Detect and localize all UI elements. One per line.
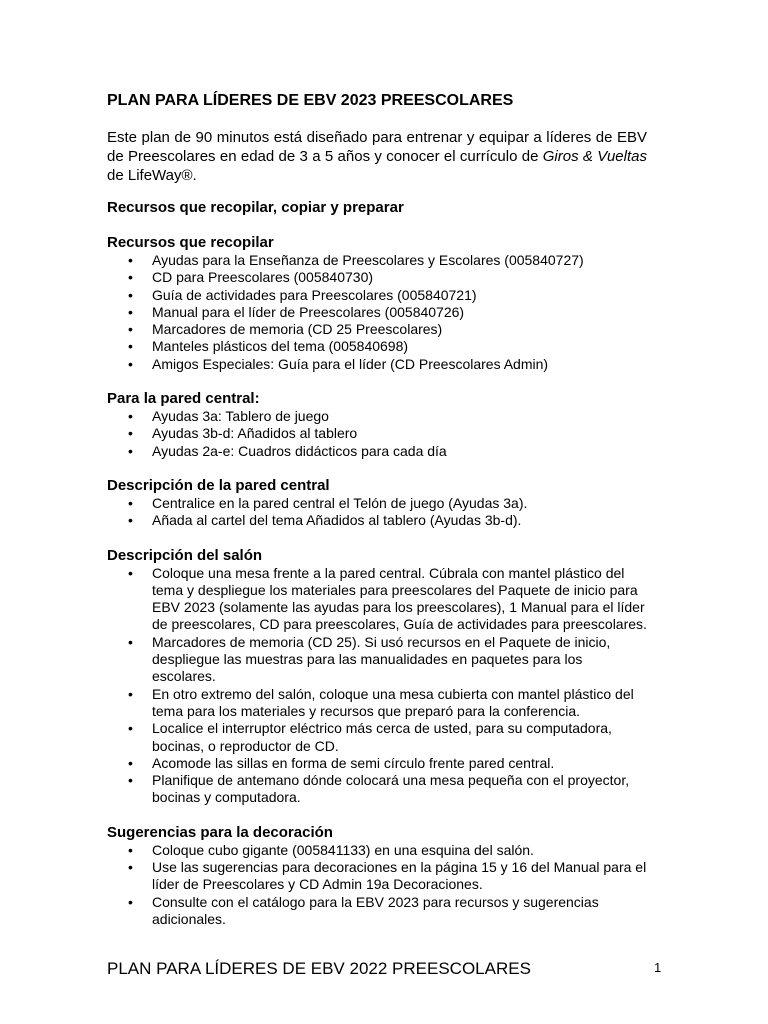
- page-number: 1: [654, 960, 662, 975]
- section-heading: Para la pared central:: [107, 390, 260, 408]
- resources-title: Recursos que recopilar, copiar y preparar: [107, 199, 404, 216]
- sections-container: [107, 234, 647, 928]
- list-item: • Ayudas para la Enseñanza de Preescolares y Escolares (005840727): [107, 252, 647, 269]
- intro-text-end: de LifeWay®.: [107, 167, 197, 184]
- list-item: • Consulte con el catálogo para la EBV 2023 para recursos y sugerencias adicionales.: [107, 894, 647, 929]
- bullet-list: [107, 565, 647, 807]
- section-heading: Sugerencias para la decoración: [107, 823, 333, 841]
- list-item: • Guía de actividades para Preescolares (005840721): [107, 287, 647, 304]
- list-item: • Localice el interruptor eléctrico más cerca de usted, para su computadora, bocinas, o reproductor de CD.: [107, 720, 647, 755]
- section-heading: Descripción de la pared central: [107, 476, 330, 494]
- document-title: PLAN PARA LÍDERES DE EBV 2023 PREESCOLARES: [107, 92, 514, 109]
- list-item: • Ayudas 2a-e: Cuadros didácticos para cada día: [107, 443, 647, 460]
- list-item: • Ayudas 3b-d: Añadidos al tablero: [107, 425, 647, 442]
- bullet-list: [107, 408, 647, 460]
- section-heading: Descripción del salón: [107, 546, 263, 564]
- list-item: • Amigos Especiales: Guía para el líder (CD Preescolares Admin): [107, 356, 647, 373]
- list-item: • Centralice en la pared central el Telón de juego (Ayudas 3a).: [107, 495, 647, 512]
- list-item: • Manual para el líder de Preescolares (005840726): [107, 304, 647, 321]
- list-item: • Ayudas 3a: Tablero de juego: [107, 408, 647, 425]
- intro-paragraph: [107, 128, 647, 185]
- list-item: • Coloque cubo gigante (005841133) en una esquina del salón.: [107, 842, 647, 859]
- list-item: • Añada al cartel del tema Añadidos al tablero (Ayudas 3b-d).: [107, 512, 647, 529]
- list-item: • Manteles plásticos del tema (005840698): [107, 338, 647, 355]
- bullet-list: [107, 842, 647, 928]
- list-item: • CD para Preescolares (005840730): [107, 269, 647, 286]
- list-item: • Marcadores de memoria (CD 25 Preescolares): [107, 321, 647, 338]
- list-item: • Coloque una mesa frente a la pared central. Cúbrala con mantel plástico del tema y despliegue los materiales para preescolares del Paquete de inicio para EBV 2023 (solamente las ayudas para los preescolares), 1 Manual para el líder de preescolares, CD para preescolares, Guía de actividades para preescolares.: [107, 565, 647, 634]
- list-item: • Use las sugerencias para decoraciones en la página 15 y 16 del Manual para el líder de Preescolares y CD Admin 19a Decoraciones.: [107, 859, 647, 894]
- list-item: • Marcadores de memoria (CD 25). Si usó recursos en el Paquete de inicio, despliegue las muestras para las manualidades en paquetes para los escolares.: [107, 634, 647, 686]
- bullet-list: [107, 252, 647, 373]
- list-item: • En otro extremo del salón, coloque una mesa cubierta con mantel plástico del tema para los materiales y recursos que preparó para la conferencia.: [107, 686, 647, 721]
- list-item: • Planifique de antemano dónde colocará una mesa pequeña con el proyector, bocinas y computadora.: [107, 772, 647, 807]
- document-page: [107, 91, 647, 928]
- list-item: • Acomode las sillas en forma de semi círculo frente pared central.: [107, 755, 647, 772]
- intro-text: Este plan de 90 minutos está diseñado para entrenar y equipar a líderes de EBV de Preescolares en edad de 3 a 5 años y conocer el currículo de: [107, 129, 647, 165]
- footer-title: PLAN PARA LÍDERES DE EBV 2022 PREESCOLARES: [107, 959, 531, 978]
- curriculum-name: Giros & Vueltas: [542, 148, 647, 165]
- bullet-list: [107, 495, 647, 530]
- section-heading: Recursos que recopilar: [107, 234, 274, 251]
